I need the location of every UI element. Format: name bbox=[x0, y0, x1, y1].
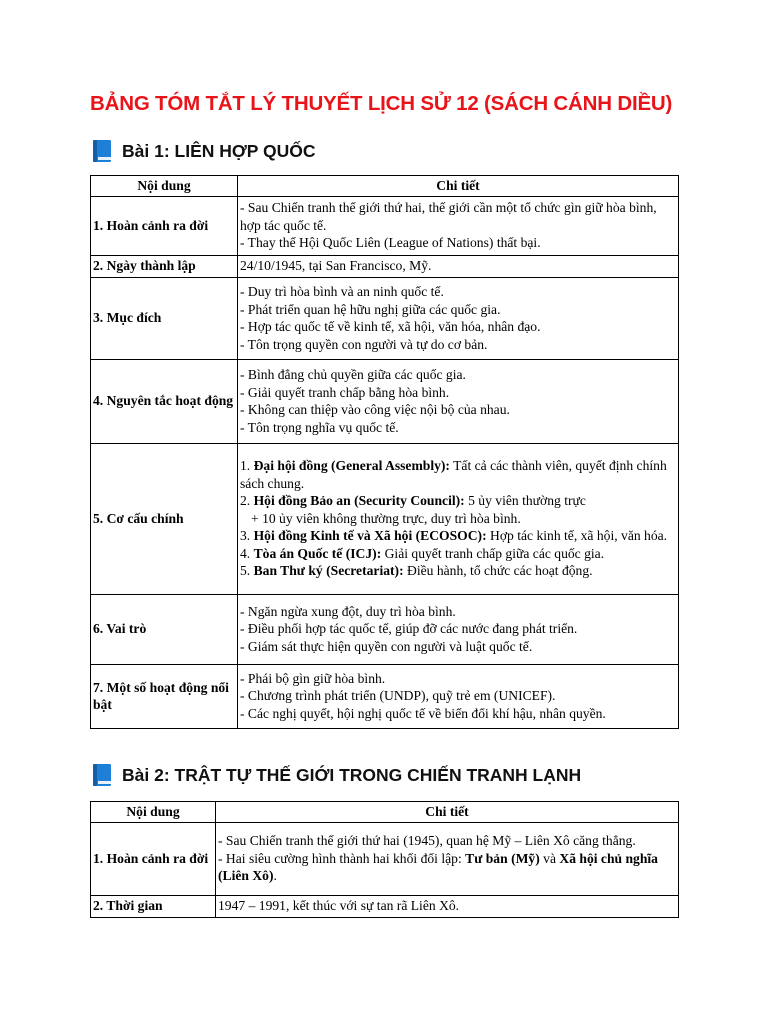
row-detail bbox=[238, 196, 679, 255]
detail-line: - Ngăn ngừa xung đột, duy trì hòa bình. bbox=[240, 603, 456, 619]
detail-line: - Giải quyết tranh chấp bằng hòa bình. bbox=[240, 384, 450, 400]
row-detail bbox=[238, 277, 679, 359]
blue-book-icon bbox=[90, 139, 114, 163]
page-title: BẢNG TÓM TẮT LÝ THUYẾT LỊCH SỬ 12 (SÁCH CÁNH DIỀU) bbox=[90, 92, 673, 115]
section-heading-2 bbox=[90, 761, 581, 789]
column-header: Nội dung bbox=[91, 802, 216, 823]
detail-line: - Hai siêu cường hình thành hai khối đối lập: Tư bản (Mỹ) và Xã hội chủ nghĩa (Liên Xô). bbox=[218, 850, 658, 884]
table-row bbox=[91, 277, 679, 359]
detail-line: - Thay thế Hội Quốc Liên (League of Nations) thất bại. bbox=[240, 235, 541, 251]
table-header-row bbox=[91, 802, 679, 823]
row-label: 5. Cơ cấu chính bbox=[91, 443, 238, 594]
detail-line: - Phát triển quan hệ hữu nghị giữa các quốc gia. bbox=[240, 301, 501, 317]
table-row bbox=[91, 822, 679, 895]
section-heading-1 bbox=[90, 137, 316, 165]
detail-line: - Sau Chiến tranh thế giới thứ hai (1945), quan hệ Mỹ – Liên Xô căng thẳng. bbox=[218, 833, 636, 849]
section-1-table bbox=[90, 175, 679, 729]
detail-line: 1947 – 1991, kết thúc với sự tan rã Liên Xô. bbox=[218, 898, 460, 914]
detail-line: - Hợp tác quốc tế về kinh tế, xã hội, văn hóa, nhân đạo. bbox=[240, 319, 541, 334]
table-header-row bbox=[91, 176, 679, 197]
blue-book-icon bbox=[90, 763, 114, 787]
detail-line: - Duy trì hòa bình và an ninh quốc tế. bbox=[240, 284, 444, 299]
section-heading-text: Bài 2: TRẬT TỰ THẾ GIỚI TRONG CHIẾN TRANH LẠNH bbox=[122, 764, 582, 785]
detail-line: - Phái bộ gìn giữ hòa bình. bbox=[240, 670, 386, 686]
detail-line: - Các nghị quyết, hội nghị quốc tế về biến đổi khí hậu, nhân quyền. bbox=[240, 705, 606, 721]
structure-item: 5. Ban Thư ký (Secretariat): Điều hành, tổ chức các hoạt động. bbox=[240, 563, 593, 579]
row-label: 6. Vai trò bbox=[91, 594, 238, 664]
detail-line: 24/10/1945, tại San Francisco, Mỹ. bbox=[240, 258, 432, 274]
detail-line: - Bình đẳng chủ quyền giữa các quốc gia. bbox=[240, 367, 466, 382]
column-header: Chi tiết bbox=[238, 176, 679, 197]
row-label: 2. Ngày thành lập bbox=[91, 255, 238, 277]
row-detail bbox=[238, 443, 679, 594]
structure-item: 4. Tòa án Quốc tế (ICJ): Giải quyết tranh chấp giữa các quốc gia. bbox=[240, 545, 605, 561]
detail-line: - Chương trình phát triển (UNDP), quỹ trẻ em (UNICEF). bbox=[240, 688, 556, 704]
table-row bbox=[91, 359, 679, 443]
row-detail bbox=[238, 255, 679, 277]
table-row bbox=[91, 255, 679, 277]
section-heading-text: Bài 1: LIÊN HỢP QUỐC bbox=[122, 140, 316, 161]
column-header: Nội dung bbox=[91, 176, 238, 197]
detail-line: - Giám sát thực hiện quyền con người và luật quốc tế. bbox=[240, 638, 533, 654]
detail-line: - Sau Chiến tranh thế giới thứ hai, thế giới cần một tổ chức gìn giữ hòa bình, hợp tác quốc tế. bbox=[240, 200, 657, 233]
row-label: 7. Một số hoạt động nổi bật bbox=[91, 664, 238, 728]
row-label: 4. Nguyên tắc hoạt động bbox=[91, 359, 238, 443]
row-label: 1. Hoàn cảnh ra đời bbox=[91, 822, 216, 895]
structure-item: 1. Đại hội đồng (General Assembly): Tất cả các thành viên, quyết định chính sách chung. bbox=[240, 458, 667, 491]
detail-line: - Tôn trọng quyền con người và tự do cơ bản. bbox=[240, 336, 488, 352]
row-detail bbox=[216, 895, 679, 917]
detail-line: - Không can thiệp vào công việc nội bộ của nhau. bbox=[240, 402, 510, 417]
row-detail bbox=[238, 664, 679, 728]
row-label: 3. Mục đích bbox=[91, 277, 238, 359]
row-detail bbox=[238, 594, 679, 664]
row-detail bbox=[216, 822, 679, 895]
structure-item: 3. Hội đồng Kinh tế và Xã hội (ECOSOC): Hợp tác kinh tế, xã hội, văn hóa. bbox=[240, 528, 668, 544]
table-row bbox=[91, 594, 679, 664]
section-2-table bbox=[90, 801, 679, 918]
row-label: 2. Thời gian bbox=[91, 895, 216, 917]
column-header: Chi tiết bbox=[216, 802, 679, 823]
table-row bbox=[91, 664, 679, 728]
detail-line: - Điều phối hợp tác quốc tế, giúp đỡ các nước đang phát triển. bbox=[240, 621, 578, 637]
row-detail bbox=[238, 359, 679, 443]
table-row bbox=[91, 196, 679, 255]
table-row bbox=[91, 443, 679, 594]
table-row bbox=[91, 895, 679, 917]
structure-item-continuation: + 10 ủy viên không thường trực, duy trì hòa bình. bbox=[251, 510, 521, 526]
row-label: 1. Hoàn cảnh ra đời bbox=[91, 196, 238, 255]
structure-item: 2. Hội đồng Bảo an (Security Council): 5 ủy viên thường trực bbox=[240, 493, 586, 509]
detail-line: - Tôn trọng nghĩa vụ quốc tế. bbox=[240, 419, 399, 435]
